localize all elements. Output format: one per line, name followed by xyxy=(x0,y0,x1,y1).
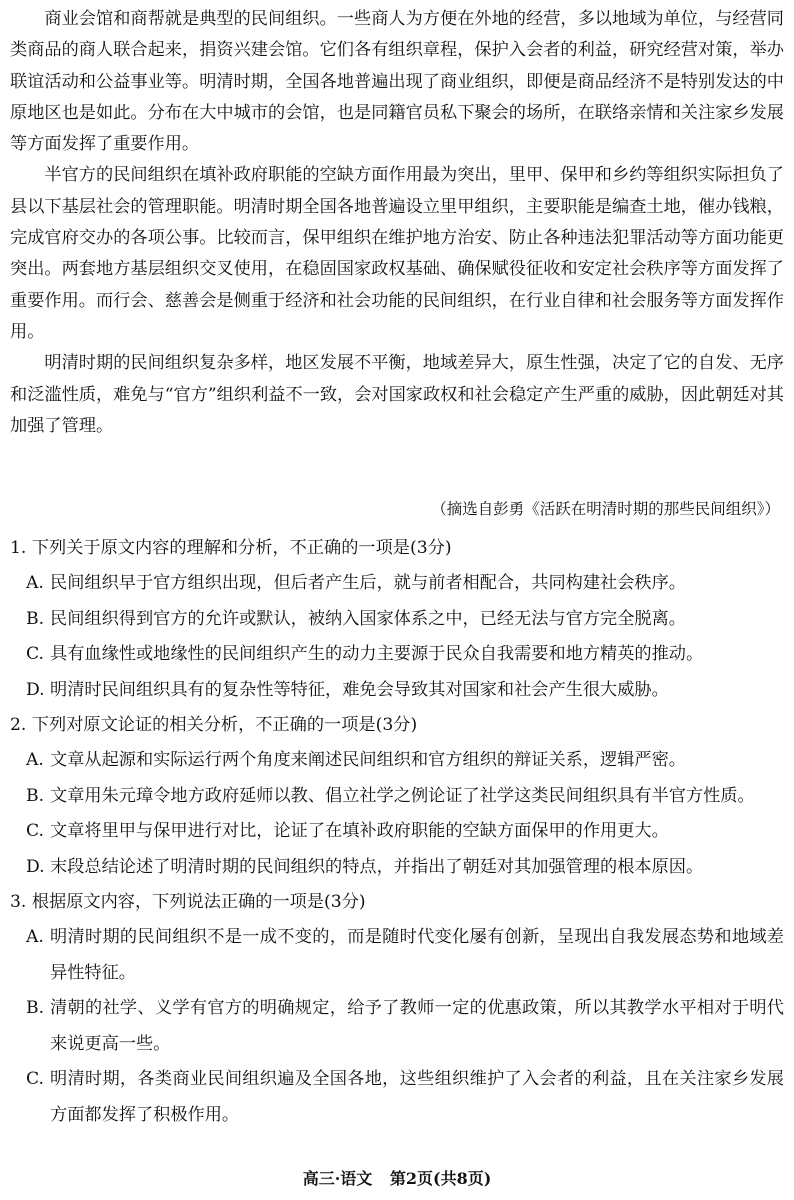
footer-subject: 高三·语文 xyxy=(302,1169,373,1188)
option-letter: B. xyxy=(26,785,45,806)
option-text: 民间组织得到官方的允许或默认，被纳入国家体系之中，已经无法与官方完全脱离。 xyxy=(50,608,686,629)
question-3-title: 3. 根据原文内容，下列说法正确的一项是(3分) xyxy=(10,892,366,913)
question-2 xyxy=(10,708,784,885)
option-text: 文章用朱元璋令地方政府延师以教、倡立社学之例论证了社学这类民间组织具有半官方性质。 xyxy=(50,785,755,806)
question-1-option-d xyxy=(10,673,784,708)
option-letter: B. xyxy=(26,998,45,1019)
reading-passage xyxy=(10,4,784,442)
option-letter: A. xyxy=(26,573,44,594)
option-text: 末段总结论述了明清时期的民间组织的特点，并指出了朝廷对其加强管理的根本原因。 xyxy=(50,856,704,877)
option-letter: B. xyxy=(26,608,45,629)
question-2-option-c xyxy=(10,814,784,849)
question-3-option-a xyxy=(10,920,784,991)
question-3 xyxy=(10,885,784,1133)
passage-source: （摘选自彭勇《活跃在明清时期的那些民间组织》） xyxy=(431,500,780,518)
passage-paragraph-3: 明清时期的民间组织复杂多样，地区发展不平衡，地域差异大，原生性强，决定了它的自发、无序和泛滥性质，难免与“官方”组织利益不一致，会对国家政权和社会稳定产生严重的威胁，因此朝廷对其加强了管理。 xyxy=(10,353,784,436)
question-2-option-d xyxy=(10,850,784,885)
option-letter: C. xyxy=(26,1069,45,1090)
page-footer xyxy=(0,1168,794,1190)
option-text: 具有血缘性或地缘性的民间组织产生的动力主要源于民众自我需要和地方精英的推动。 xyxy=(50,644,704,665)
option-letter: D. xyxy=(26,856,45,877)
question-1-title: 1. 下列关于原文内容的理解和分析，不正确的一项是(3分) xyxy=(10,538,452,558)
option-text: 文章将里甲与保甲进行对比，论证了在填补政府职能的空缺方面保甲的作用更大。 xyxy=(50,821,669,842)
option-text: 民间组织早于官方组织出现，但后者产生后，就与前者相配合，共同构建社会秩序。 xyxy=(50,573,686,594)
option-text: 明清时期的民间组织不是一成不变的，而是随时代变化屡有创新，呈现出自我发展态势和地域差异性特征。 xyxy=(50,927,784,983)
question-2-option-a xyxy=(10,743,784,778)
question-1-option-a xyxy=(10,566,784,601)
question-3-option-b xyxy=(10,991,784,1062)
question-1-option-b xyxy=(10,602,784,637)
passage-paragraph-2: 半官方的民间组织在填补政府职能的空缺方面作用最为突出，里甲、保甲和乡约等组织实际担负了县以下基层社会的管理职能。明清时期全国各地普遍设立里甲组织，主要职能是编查土地，催办钱粮，完成官府交办的各项公事。比较而言，保甲组织在维护地方治安、防止各种违法犯罪活动等方面功能更突出。两套地方基层组织交叉使用，在稳固国家政权基础、确保赋役征收和安定社会秩序等方面发挥了重要作用。而行会、慈善会是侧重于经济和社会功能的民间组织，在行业自律和社会服务等方面发挥作用。 xyxy=(10,165,784,342)
question-3-option-c xyxy=(10,1062,784,1133)
question-1-option-c xyxy=(10,637,784,672)
question-list xyxy=(10,531,784,1133)
option-text: 明清时民间组织具有的复杂性等特征，难免会导致其对国家和社会产生很大威胁。 xyxy=(50,679,669,700)
option-letter: A. xyxy=(26,927,44,948)
option-letter: D. xyxy=(26,679,45,700)
option-text: 文章从起源和实际运行两个角度来阐述民间组织和官方组织的辩证关系，逻辑严密。 xyxy=(50,750,686,771)
option-letter: C. xyxy=(26,821,45,842)
question-2-title: 2. 下列对原文论证的相关分析，不正确的一项是(3分) xyxy=(10,715,418,736)
option-text: 清朝的社学、义学有官方的明确规定，给予了教师一定的优惠政策，所以其教学水平相对于明代来说更高一些。 xyxy=(50,998,784,1054)
option-letter: C. xyxy=(26,644,45,665)
footer-page-number: 第2页(共8页) xyxy=(389,1169,492,1188)
question-2-option-b xyxy=(10,779,784,814)
question-1 xyxy=(10,531,784,708)
option-letter: A. xyxy=(26,750,44,771)
option-text: 明清时期，各类商业民间组织遍及全国各地，这些组织维护了入会者的利益，且在关注家乡发展方面都发挥了积极作用。 xyxy=(50,1069,784,1125)
passage-paragraph-1: 商业会馆和商帮就是典型的民间组织。一些商人为方便在外地的经营，多以地域为单位，与经营同类商品的商人联合起来，捐资兴建会馆。它们各有组织章程，保护入会者的利益，研究经营对策，举办联谊活动和公益事业等。明清时期，全国各地普遍出现了商业组织，即便是商品经济不是特别发达的中原地区也是如此。分布在大中城市的会馆，也是同籍官员私下聚会的场所，在联络亲情和关注家乡发展等方面发挥了重要作用。 xyxy=(10,9,784,155)
